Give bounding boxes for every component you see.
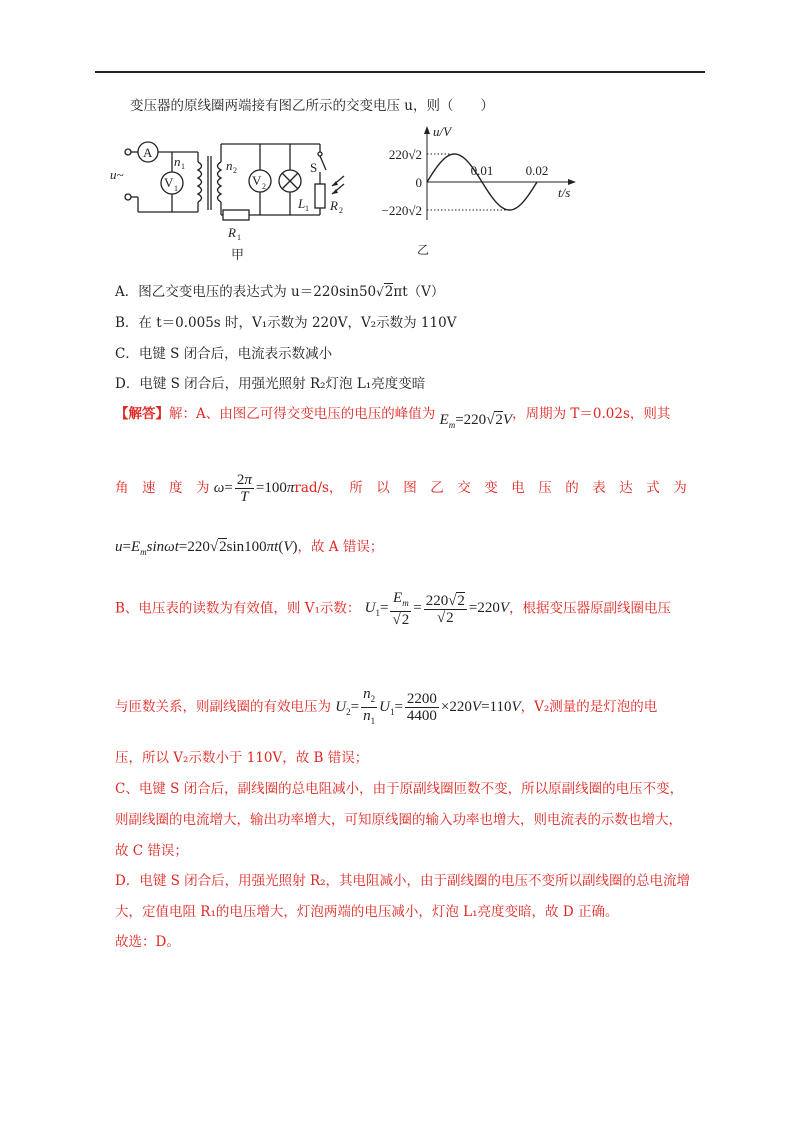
option-b: B．在 t＝0.005s 时，V₁示数为 220V，V₂示数为 110V	[115, 315, 457, 331]
option-d: D．电键 S 闭合后，用强光照射 R₂灯泡 L₁亮度变暗	[115, 376, 426, 392]
voltmeter-v1-label: V	[164, 175, 174, 190]
figure-jia-caption: 甲	[231, 247, 245, 262]
y-tick-label: −220√2	[381, 203, 422, 218]
answer-line-11: 大，定值电阻 R₁的电压增大，灯泡两端的电压减小，灯泡 L₁亮度变暗，故 D 正确。	[115, 904, 619, 920]
switch-label: S	[310, 160, 318, 175]
option-c: C．电键 S 闭合后，电流表示数减小	[115, 346, 333, 362]
answer-line-10: D．电键 S 闭合后，用强光照射 R₂，其电阻减小，由于副线圈的电压不变所以副线圈的总电流增	[115, 873, 691, 889]
y-tick-label: 220√2	[388, 147, 422, 162]
answer-line-8: 则副线圈的电流增大，输出功率增大，可知原线圈的输入功率也增大，则电流表的示数也增大，	[115, 812, 682, 828]
answer-line-2: 角 速 度 为 ω= $\frac{2\pi}{T}$ =100πrad/s， 所 以 图 乙 交 变 电 压 的 表 达 式 为	[115, 472, 687, 505]
header-rule	[95, 71, 705, 73]
question-stem: 变压器的原线圈两端接有图乙所示的交变电压 u，则（ ）	[130, 98, 494, 114]
answer-line-4: B、电压表的读数为有效值，则 V₁示数： $U_1=$ $\frac{E_m}{√2}$ = $\frac{220√2}{√2}$ =220V，根据变压器原副线圈电压	[115, 590, 672, 628]
answer-line-12: 故选：D。	[115, 934, 180, 950]
answer-line-7: C、电键 S 闭合后，副线圈的总电阻减小，由于原副线圈匝数不变，所以原副线圈的电压不变，	[115, 781, 684, 797]
lamp-label: L	[298, 196, 306, 211]
ammeter-label: A	[143, 145, 153, 160]
y-tick-label: 0	[415, 175, 422, 190]
x-tick-label: 0.02	[525, 163, 549, 178]
n2-sub: 2	[233, 166, 237, 175]
y-axis-label: u/V	[433, 124, 452, 139]
voltmeter-v1-sub: 1	[174, 184, 178, 193]
voltmeter-v2-label: V	[252, 173, 262, 188]
x-tick-label: 0.01	[470, 163, 494, 178]
voltmeter-v2-sub: 2	[262, 182, 266, 191]
circuit-diagram-jia	[110, 122, 350, 267]
answer-line-9: 故 C 错误；	[115, 843, 188, 859]
option-a: A．图乙交变电压的表达式为 u＝220sin50√2πt（V）	[115, 284, 445, 300]
answer-line-6: 压，所以 V₂示数小于 110V，故 B 错误；	[115, 750, 369, 766]
n2-label: n	[226, 158, 233, 173]
answer-line-3: $u=E_m\sin\omega t=220√2\sin 100\pi t(V)$，故 A 错误；	[115, 539, 384, 557]
n1-sub: 1	[181, 162, 185, 171]
r2-label: R	[330, 198, 338, 213]
x-axis-label: t/s	[558, 185, 571, 200]
source-label: u~	[110, 167, 124, 182]
answer-line-5: 与匝数关系，则副线圈的有效电压为 $U_2=$ $\frac{n_2}{n_1}$ $U_1=$ $\frac{2200}{4400}$ ×220V=110V，V₂测量的是灯泡的电	[115, 686, 658, 726]
r2-sub: 2	[339, 206, 343, 215]
figure-yi-caption: 乙	[417, 243, 430, 257]
lamp-sub: 1	[305, 204, 309, 213]
n1-label: n	[174, 154, 181, 169]
answer-line-1: 【解答】解：A、由图乙可得交变电压的电压的峰值为 $E_m=220√2V$，周期为 T＝0.02s，则其	[115, 406, 671, 430]
r1-label: R	[228, 225, 236, 240]
r1-sub: 1	[237, 233, 241, 242]
voltage-chart-yi	[365, 120, 585, 268]
